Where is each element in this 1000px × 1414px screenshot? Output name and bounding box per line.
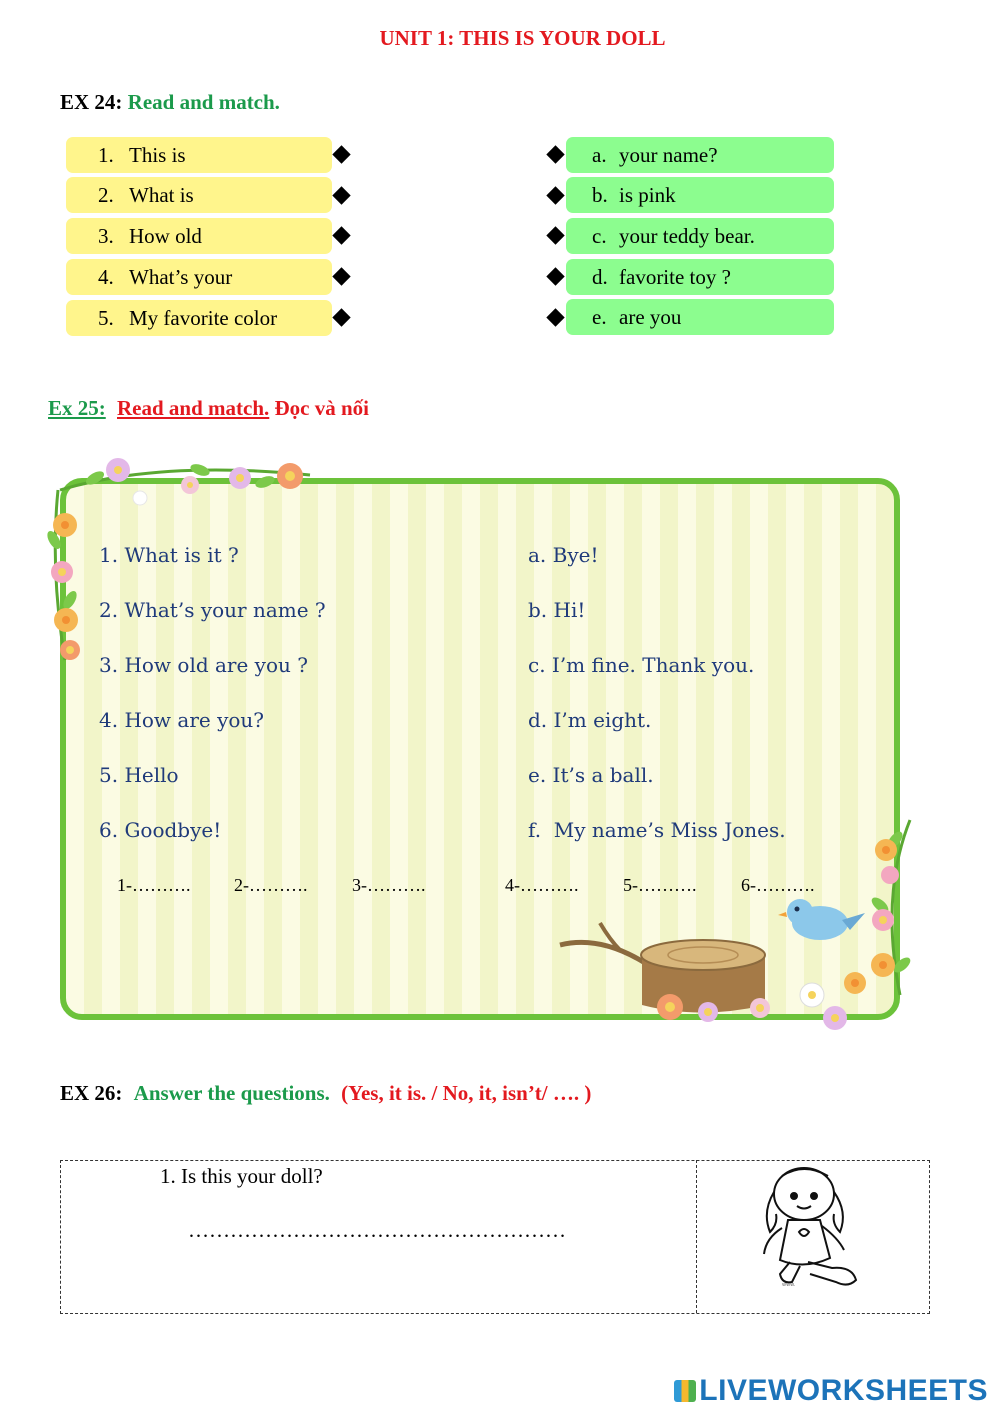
question-item: 6. Goodbye! [99,818,222,842]
item-text: your teddy bear. [619,224,755,248]
match-left-item[interactable] [66,300,332,336]
connector-dot[interactable] [332,186,350,204]
question-item: 5. Hello [99,763,179,787]
item-number: 4. [98,265,114,289]
connector-dot[interactable] [332,267,350,285]
answer-blank[interactable]: 5-………. [623,875,697,895]
match-right-item[interactable] [566,259,834,295]
answer-item: a. Bye! [528,543,599,567]
logo-icon [674,1380,696,1402]
connector-dot[interactable] [332,308,350,326]
ex25-label: Ex 25: [48,396,106,420]
answer-item: c. I’m fine. Thank you. [528,653,755,677]
match-right-item[interactable] [566,299,834,335]
item-letter: e. [592,305,607,329]
ex24-heading [60,90,280,115]
answer-item: d. I’m eight. [528,708,652,732]
question-item: 2. What’s your name ? [99,598,326,622]
ex26-hint: (Yes, it is. / No, it, isn’t/ …. ) [341,1081,592,1105]
match-right-item[interactable] [566,218,834,254]
doll-image [752,1162,872,1292]
item-text: your name? [619,143,718,167]
item-text: What is [129,183,194,207]
question-item: 3. How old are you ? [99,653,308,677]
ex26-answer-line[interactable]: ……………………………………………… [188,1218,566,1242]
item-letter: c. [592,224,607,248]
ex26-heading [60,1081,591,1106]
item-number: 5. [98,306,114,330]
page-title: UNIT 1: THIS IS YOUR DOLL [379,26,666,50]
connector-dot[interactable] [546,145,564,163]
connector-dot[interactable] [332,226,350,244]
stump-bird-decoration [550,815,930,1040]
match-left-item[interactable] [66,259,332,295]
logo-text: LIVEWORKSHEETS [699,1374,988,1407]
ex24-instruction: Read and match. [127,90,280,114]
ex26-instruction: Answer the questions. [133,1081,330,1105]
answer-blank[interactable]: 3-………. [352,875,426,895]
answer-item: e. It’s a ball. [528,763,654,787]
ex24-label: EX 24: [60,90,123,114]
connector-dot[interactable] [332,145,350,163]
answer-blank[interactable]: 6-………. [741,875,815,895]
connector-dot[interactable] [546,186,564,204]
item-letter: b. [592,183,608,207]
table-divider [696,1160,697,1313]
ex25-instruction-vi: Đọc và nối [274,396,370,420]
item-text: are you [619,305,682,329]
match-right-item[interactable] [566,177,834,213]
ex25-heading [48,396,369,421]
connector-dot[interactable] [546,308,564,326]
item-letter: d. [592,265,608,289]
answer-blank[interactable]: 1-………. [117,875,191,895]
item-text: How old [129,224,202,248]
svg-text:www.: www. [782,1282,796,1288]
match-left-item[interactable] [66,137,332,173]
answer-item: f. My name’s Miss Jones. [528,818,786,842]
item-text: What’s your [129,265,233,289]
ex26-label: EX 26: [60,1081,123,1105]
answer-item: b. Hi! [528,598,586,622]
answer-blank[interactable]: 2-………. [234,875,308,895]
ex26-question: 1. Is this your doll? [160,1164,323,1188]
item-number: 2. [98,183,114,207]
liveworksheets-logo [674,1374,988,1408]
connector-dot[interactable] [546,226,564,244]
answer-blank[interactable]: 4-………. [505,875,579,895]
item-text: My favorite color [129,306,278,330]
item-text: is pink [619,183,676,207]
match-left-item[interactable] [66,218,332,254]
match-left-item[interactable] [66,177,332,213]
item-text: This is [129,143,186,167]
match-right-item[interactable] [566,137,834,173]
item-text: favorite toy ? [619,265,731,289]
item-letter: a. [592,143,607,167]
question-item: 4. How are you? [99,708,265,732]
item-number: 3. [98,224,114,248]
connector-dot[interactable] [546,267,564,285]
item-number: 1. [98,143,114,167]
question-item: 1. What is it ? [99,543,239,567]
ex25-instruction: Read and match. [117,396,270,420]
